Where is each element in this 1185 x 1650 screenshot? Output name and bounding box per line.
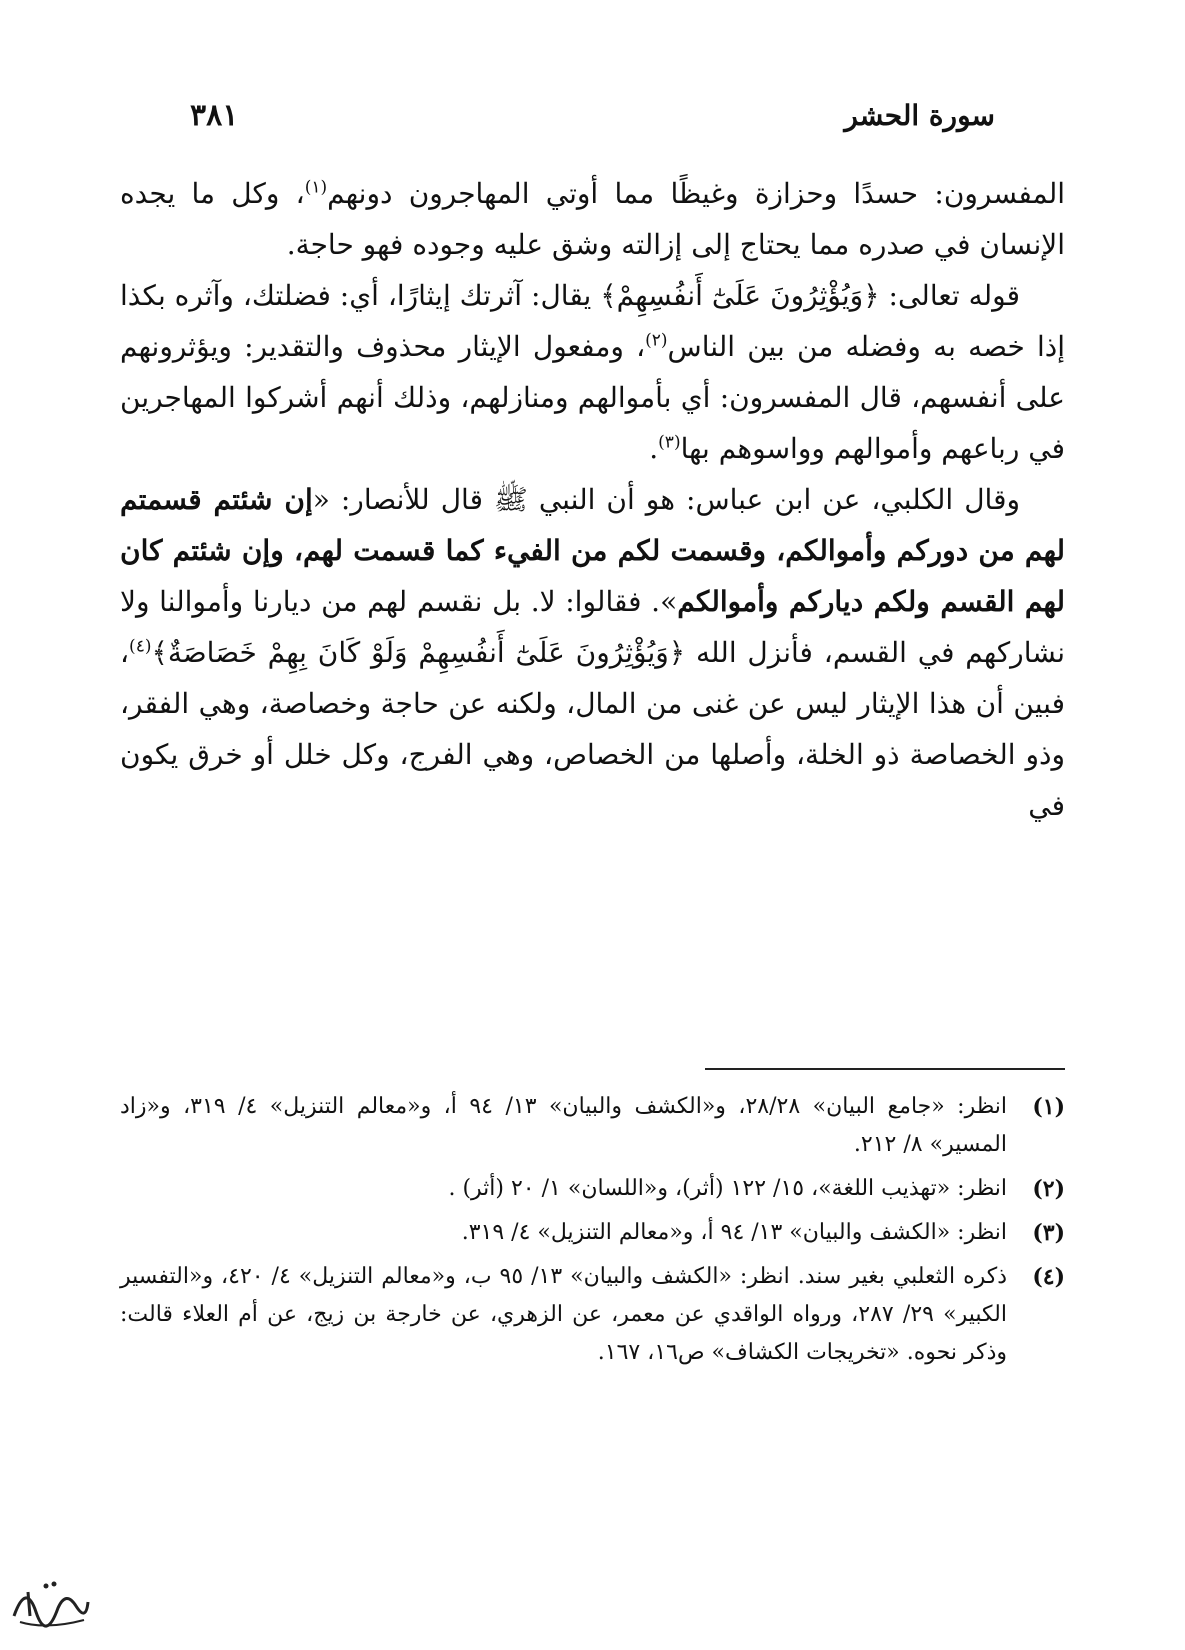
footnotes bbox=[120, 1088, 1065, 1378]
footnote-3 bbox=[120, 1214, 1065, 1252]
page-header bbox=[190, 90, 995, 140]
text-run: قوله تعالى: ﴿وَيُؤْثِرُونَ عَلَىٰٓ أَنفُسِهِمْ﴾ يقال: آثرتك إيثارًا، أي: فضلتك، وآثره بكذا إذا خصه به وفضله من بين الناس bbox=[120, 279, 1065, 363]
hadith-quote: إن شئتم قسمتم لهم من دوركم وأموالكم، وقسمت لكم من الفيء كما قسمت لهم، وإن شئتم كان لهم القسم ولكم دياركم وأموالكم bbox=[120, 483, 1065, 618]
text-run: ، ومفعول الإيثار محذوف والتقدير: ويؤثرونهم على أنفسهم، قال المفسرون: أي بأموالهم ومنازلهم، وذلك أنهم أشركوا المهاجرين في رباعهم وأموالهم وواسوهم بها bbox=[120, 330, 1065, 465]
footnote-number: (٣) bbox=[1032, 1220, 1065, 1246]
footnote-4 bbox=[120, 1258, 1065, 1372]
text-run: المفسرون: حسدًا وحزازة وغيظًا مما أوتي المهاجرون دونهم bbox=[327, 177, 1065, 210]
text-run: وقال الكلبي، عن ابن عباس: هو أن النبي ﷺ قال للأنصار: « bbox=[312, 483, 1020, 516]
main-text bbox=[120, 168, 1065, 831]
paragraph-1 bbox=[120, 168, 1065, 270]
text-run: . bbox=[649, 432, 659, 465]
footnote-1 bbox=[120, 1088, 1065, 1164]
text-run: ، وكل ما يجده الإنسان في صدره مما يحتاج إلى إزالته وشق عليه وجوده فهو حاجة. bbox=[120, 177, 1065, 261]
paragraph-2 bbox=[120, 270, 1065, 474]
text-run: ، فبين أن هذا الإيثار ليس عن غنى من المال، ولكنه عن حاجة وخصاصة، وهي الفقر، وذو الخصاصة ذو الخلة، وأصلها من الخصاص، وهي الفرج، وكل خلل أو خرق يكون في bbox=[120, 636, 1065, 822]
footnote-text: انظر: «الكشف والبيان» ١٣/ ٩٤ أ، و«معالم التنزيل» ٤/ ٣١٩. bbox=[461, 1220, 1007, 1245]
footnote-number: (٢) bbox=[1032, 1176, 1065, 1202]
footnote-ref-2: (٢) bbox=[645, 330, 668, 351]
footnote-number: (١) bbox=[1032, 1094, 1065, 1120]
paragraph-3 bbox=[120, 474, 1065, 831]
footnote-text: انظر: «تهذيب اللغة»، ١٥/ ١٢٢ (أثر)، و«اللسان» ١/ ٢٠ (أثر) . bbox=[448, 1176, 1007, 1201]
footnote-ref-1: (١) bbox=[304, 177, 328, 198]
footnote-ref-3: (٣) bbox=[658, 432, 681, 453]
footnote-text: ذكره الثعلبي بغير سند. انظر: «الكشف والبيان» ١٣/ ٩٥ ب، و«معالم التنزيل» ٤/ ٤٢٠، و«التفسير الكبير» ٢٩/ ٢٨٧، ورواه الواقدي عن معمر، عن الزهري، عن خارجة بن زيج، عن أم العلاء قالت: وذكر نحوه. «تخريجات الكشاف» ص١٦، ١٦٧. bbox=[120, 1264, 1008, 1365]
text-run: ». فقالوا: لا. بل نقسم لهم من ديارنا وأموالنا ولا نشاركهم في القسم، فأنزل الله ﴿وَيُؤْثِرُونَ عَلَىٰٓ أَنفُسِهِمْ وَلَوْ كَانَ بِهِمْ خَصَاصَةٌ﴾ bbox=[120, 585, 1065, 669]
footnote-2 bbox=[120, 1170, 1065, 1208]
footnote-divider bbox=[705, 1068, 1065, 1070]
footnote-ref-4: (٤) bbox=[129, 636, 152, 657]
publisher-logo-icon bbox=[6, 1572, 92, 1632]
footnote-text: انظر: «جامع البيان» ٢٨/٢٨، و«الكشف والبيان» ١٣/ ٩٤ أ، و«معالم التنزيل» ٤/ ٣١٩، و«زاد المسير» ٨/ ٢١٢. bbox=[120, 1094, 1008, 1157]
running-title: سورة الحشر bbox=[844, 98, 995, 132]
page-number: ٣٨١ bbox=[190, 97, 239, 133]
footnote-number: (٤) bbox=[1032, 1264, 1065, 1290]
